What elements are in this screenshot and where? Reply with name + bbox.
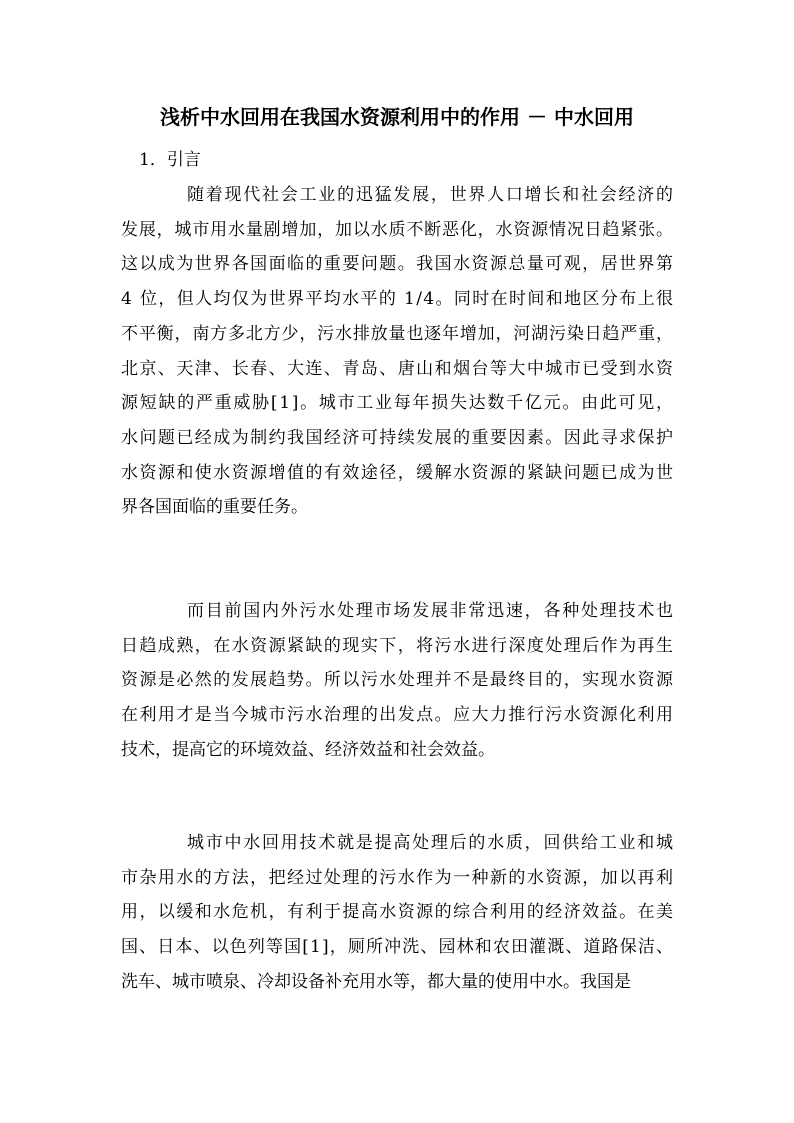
paragraph-2-line: 在利用才是当今城市污水治理的出发点。应大力推行污水资源化利用 — [121, 705, 675, 726]
paragraph-3-line: 市杂用水的方法，把经过处理的污水作为一种新的水资源，加以再利 — [121, 867, 675, 888]
paragraph-2-line: 日趋成熟，在水资源紧缺的现实下，将污水进行深度处理后作为再生 — [121, 635, 675, 656]
paragraph-1-line: 不平衡，南方多北方少，污水排放量也逐年增加，河湖污染日趋严重， — [121, 323, 674, 344]
paragraph-2-line: 而目前国内外污水处理市场发展非常迅速，各种处理技术也 — [187, 601, 675, 621]
paragraph-1-line: 随着现代社会工业的迅猛发展，世界人口增长和社会经济的 — [187, 185, 675, 205]
paragraph-3-line: 用，以缓和水危机，有利于提高水资源的综合利用的经济效益。在美 — [121, 902, 675, 923]
paragraph-1-line: 这以成为世界各国面临的重要问题。我国水资源总量可观，居世界第 — [121, 254, 675, 275]
paragraph-1-line: 发展，城市用水量剧增加，加以水质不断恶化，水资源情况日趋紧张。 — [121, 219, 674, 240]
paragraph-3-line: 城市中水回用技术就是提高处理后的水质，回供给工业和城 — [187, 833, 675, 853]
paragraph-1-line: 界各国面临的重要任务。 — [121, 497, 308, 518]
paragraph-1-line: 水问题已经成为制约我国经济可持续发展的重要因素。因此寻求保护 — [121, 427, 675, 448]
paragraph-2-line: 资源是必然的发展趋势。所以污水处理并不是最终目的，实现水资源 — [121, 670, 675, 691]
document-title: 浅析中水回用在我国水资源利用中的作用 － 中水回用 — [160, 105, 634, 129]
section-heading: 1．引言 — [139, 150, 201, 170]
paragraph-1-line: 水资源和使水资源增值的有效途径，缓解水资源的紧缺问题已成为世 — [121, 462, 675, 483]
paragraph-1-line: 北京、天津、长春、大连、青岛、唐山和烟台等大中城市已受到水资 — [121, 358, 675, 379]
paragraph-1-line: 源短缺的严重威胁[1]。城市工业每年损失达数千亿元。由此可见， — [121, 393, 675, 414]
paragraph-3-line: 国、日本、以色列等国[1]，厕所冲洗、园林和农田灌溉、道路保洁、 — [121, 937, 675, 958]
paragraph-2-line: 技术，提高它的环境效益、经济效益和社会效益。 — [121, 739, 495, 760]
paragraph-3-line: 洗车、城市喷泉、冷却设备补充用水等，都大量的使用中水。我国是 — [121, 971, 631, 992]
paragraph-1-line: 4 位，但人均仅为世界平均水平的 1/4。同时在时间和地区分布上很 — [121, 289, 675, 310]
